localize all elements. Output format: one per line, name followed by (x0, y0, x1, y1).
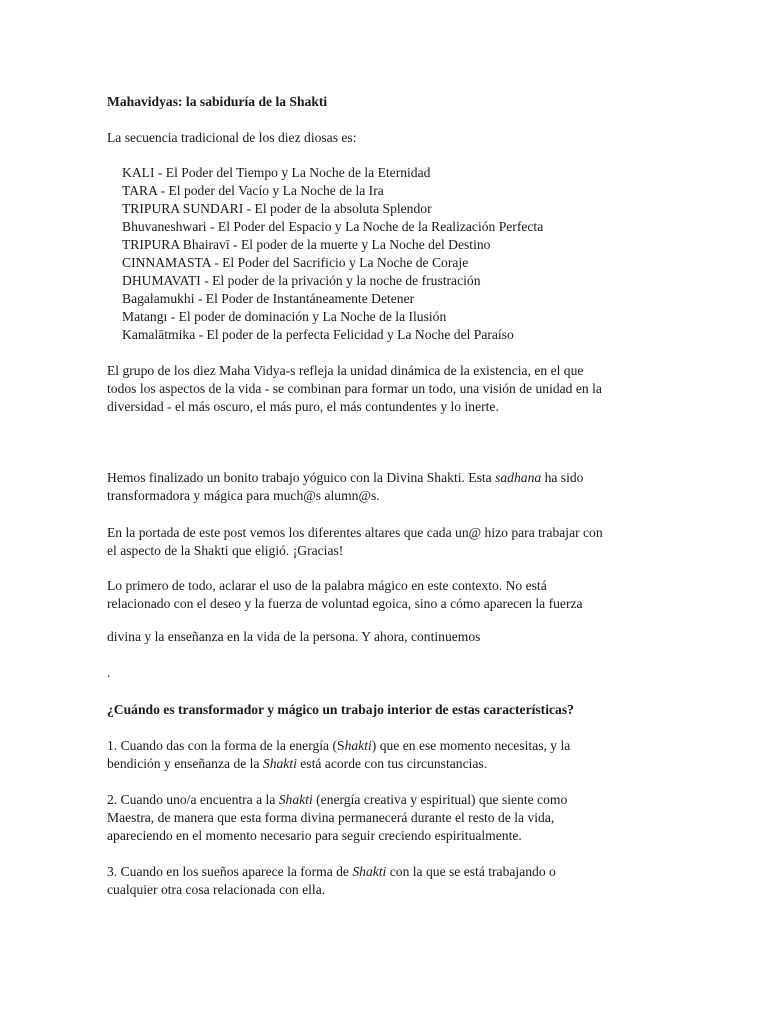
point-2-line: Maestra, de manera que esta forma divina permanecerá durante el resto de la vida, (107, 810, 555, 825)
primero-line: relacionado con el deseo y la fuerza de voluntad egoica, sino a cómo aparecen la fuerza (107, 596, 583, 611)
goddess-item: TRIPURA Bhairavī - El poder de la muerte y La Noche del Destino (122, 237, 491, 252)
shakti-term: hakti (344, 738, 372, 753)
group-paragraph-line: El grupo de los diez Maha Vidya-s refleja la unidad dinámica de la existencia, en el que (107, 363, 584, 378)
point-text: bendición y enseñanza de la (107, 756, 263, 771)
goddess-item: Bhuvaneshwari - El Poder del Espacio y La Noche de la Realización Perfecta (122, 219, 544, 234)
goddess-item: CINNAMASTA - El Poder del Sacrificio y La Noche de Coraje (122, 255, 469, 270)
shakti-term: Shakti (262, 756, 297, 771)
finalizado-text: ha sido (541, 470, 584, 485)
primero-line: divina y la enseñanza en la vida de la persona. Y ahora, continuemos (107, 629, 481, 644)
goddess-item: TRIPURA SUNDARI - El poder de la absoluta Splendor (122, 201, 432, 216)
point-text: 2. Cuando uno/a encuentra a la (107, 792, 279, 807)
goddess-item: KALI - El Poder del Tiempo y La Noche de la Eternidad (122, 165, 431, 180)
point-3-line (107, 863, 556, 881)
finalizado-line: transformadora y mágica para much@s alumn@s. (107, 488, 380, 503)
goddess-item: Kamalātmika - El poder de la perfecta Felicidad y La Noche del Paraíso (122, 327, 514, 342)
point-2-line (107, 791, 567, 809)
finalizado-line (107, 469, 583, 487)
section-question: ¿Cuándo es transformador y mágico un trabajo interior de estas características? (107, 702, 574, 717)
point-3-line: cualquier otra cosa relacionada con ella. (107, 882, 326, 897)
shakti-term: Shakti (278, 792, 313, 807)
document-title: Mahavidyas: la sabiduría de la Shakti (107, 94, 328, 109)
goddess-item: DHUMAVATI - El poder de la privación y la noche de frustración (122, 273, 481, 288)
point-text: (energía creativa y espiritual) que siente como (312, 792, 568, 807)
point-text: está acorde con tus circunstancias. (296, 756, 488, 771)
goddess-item: Bagalamukhi - El Poder de Instantáneamente Detener (122, 291, 415, 306)
point-1-line (107, 737, 570, 755)
point-1-line (107, 755, 487, 773)
primero-line: Lo primero de todo, aclarar el uso de la palabra mágico en este contexto. No está (107, 578, 547, 593)
sadhana-term: sadhana (495, 470, 542, 485)
goddess-item: TARA - El poder del Vacío y La Noche de la Ira (122, 183, 384, 198)
point-text: 1. Cuando das con la forma de la energía (S (107, 738, 345, 753)
intro-text: La secuencia tradicional de los diez diosas es: (107, 130, 357, 145)
goddess-item: Matangı - El poder de dominación y La Noche de la Ilusión (122, 309, 447, 324)
point-2-line: apareciendo en el momento necesario para seguir creciendo espiritualmente. (107, 828, 522, 843)
point-text: ) que en ese momento necesitas, y la (371, 738, 571, 753)
separator-dot: . (107, 665, 111, 680)
group-paragraph-line: diversidad - el más oscuro, el más puro, el más contundentes y lo inerte. (107, 399, 499, 414)
point-text: con la que se está trabajando o (386, 864, 556, 879)
finalizado-text: Hemos finalizado un bonito trabajo yóguico con la Divina Shakti. Esta (107, 470, 496, 485)
group-paragraph-line: todos los aspectos de la vida - se combinan para formar un todo, una visión de unidad en la (107, 381, 602, 396)
point-text: 3. Cuando en los sueños aparece la forma de (107, 864, 353, 879)
shakti-term: Shakti (352, 864, 387, 879)
portada-line: el aspecto de la Shakti que eligió. ¡Gracias! (107, 543, 344, 558)
portada-line: En la portada de este post vemos los diferentes altares que cada un@ hizo para trabajar con (107, 525, 603, 540)
